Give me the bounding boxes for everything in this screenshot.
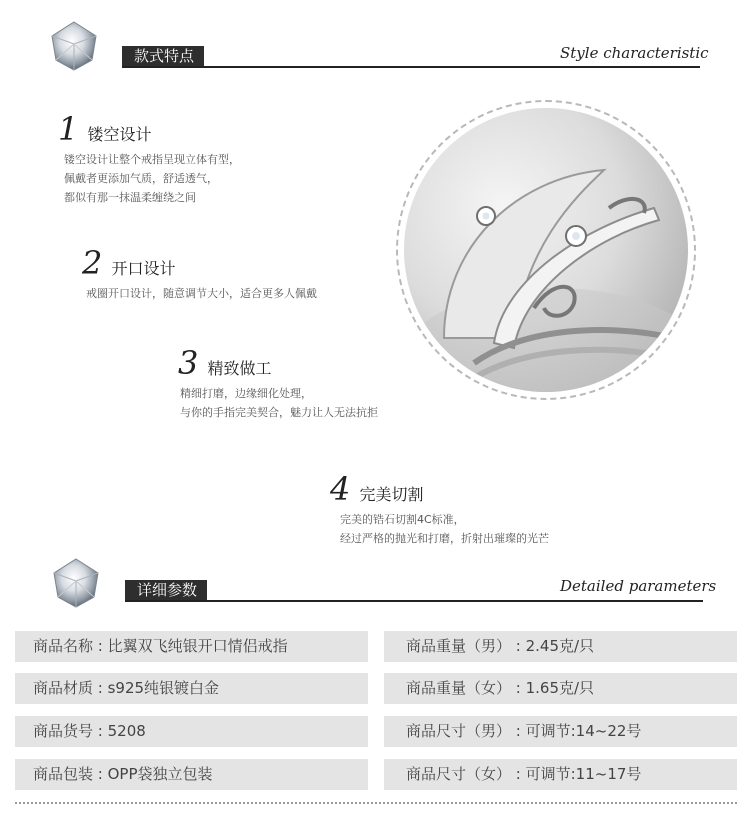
feature-description: 戒圈开口设计，随意调节大小，适合更多人佩戴 <box>86 287 317 300</box>
param-row: 商品名称 : 比翼双飞纯银开口情侣戒指 <box>15 631 368 662</box>
header-divider <box>122 66 700 68</box>
footer-divider <box>15 802 737 804</box>
param-label: 商品材质 <box>33 679 94 697</box>
param-row: 商品重量（男） : 2.45克/只 <box>384 631 737 662</box>
param-value: 可调节:14~22号 <box>525 722 642 740</box>
feature-description: 精细打磨，边缘细化处理， 与你的手指完美契合，魅力让人无法抗拒 <box>180 387 378 419</box>
param-label: 商品尺寸（男） <box>406 722 512 740</box>
feature-number: 3 <box>178 344 199 382</box>
feature-item <box>330 472 549 548</box>
param-value: 1.65克/只 <box>525 679 595 697</box>
feature-item <box>58 112 240 207</box>
diamond-icon <box>48 555 104 611</box>
param-value: 比翼双飞纯银开口情侣戒指 <box>107 637 288 655</box>
section-title-params-en: Detailed parameters <box>560 577 717 595</box>
feature-item <box>178 346 378 422</box>
param-label: 商品名称 <box>33 637 94 655</box>
feature-item <box>82 246 317 303</box>
feature-number: 2 <box>82 244 103 282</box>
param-label: 商品重量（女） <box>406 679 512 697</box>
param-row: 商品重量（女） : 1.65克/只 <box>384 673 737 704</box>
section-title-style-en: Style characteristic <box>560 44 709 62</box>
param-value: 5208 <box>107 722 146 740</box>
param-row: 商品包装 : OPP袋独立包装 <box>15 759 368 790</box>
param-value: 2.45克/只 <box>525 637 595 655</box>
param-value: s925纯银镀白金 <box>107 679 220 697</box>
param-row: 商品尺寸（女） : 可调节:11~17号 <box>384 759 737 790</box>
section-title-params: 详细参数 <box>125 580 207 600</box>
param-value: 可调节:11~17号 <box>525 765 642 783</box>
param-row: 商品尺寸（男） : 可调节:14~22号 <box>384 716 737 747</box>
feature-description: 镂空设计让整个戒指呈现立体有型， 佩戴者更添加气质，舒适透气， 都似有那一抹温柔缠绕之间 <box>64 153 240 204</box>
param-label: 商品尺寸（女） <box>406 765 512 783</box>
param-value: OPP袋独立包装 <box>107 765 213 783</box>
feature-title: 精致做工 <box>207 359 272 378</box>
product-photo <box>404 108 688 392</box>
param-label: 商品重量（男） <box>406 637 512 655</box>
feature-title: 镂空设计 <box>87 125 152 144</box>
feature-title: 完美切割 <box>359 485 424 504</box>
feature-description: 完美的锆石切割4C标准， 经过严格的抛光和打磨，折射出璀璨的光芒 <box>340 513 549 545</box>
diamond-icon <box>46 18 102 74</box>
section-title-style: 款式特点 <box>122 46 204 66</box>
param-row: 商品货号 : 5208 <box>15 716 368 747</box>
feature-title: 开口设计 <box>111 259 176 278</box>
feature-number: 4 <box>330 470 351 508</box>
param-label: 商品货号 <box>33 722 94 740</box>
feature-number: 1 <box>58 110 79 148</box>
param-label: 商品包装 <box>33 765 94 783</box>
param-row: 商品材质 : s925纯银镀白金 <box>15 673 368 704</box>
header-divider <box>125 600 703 602</box>
